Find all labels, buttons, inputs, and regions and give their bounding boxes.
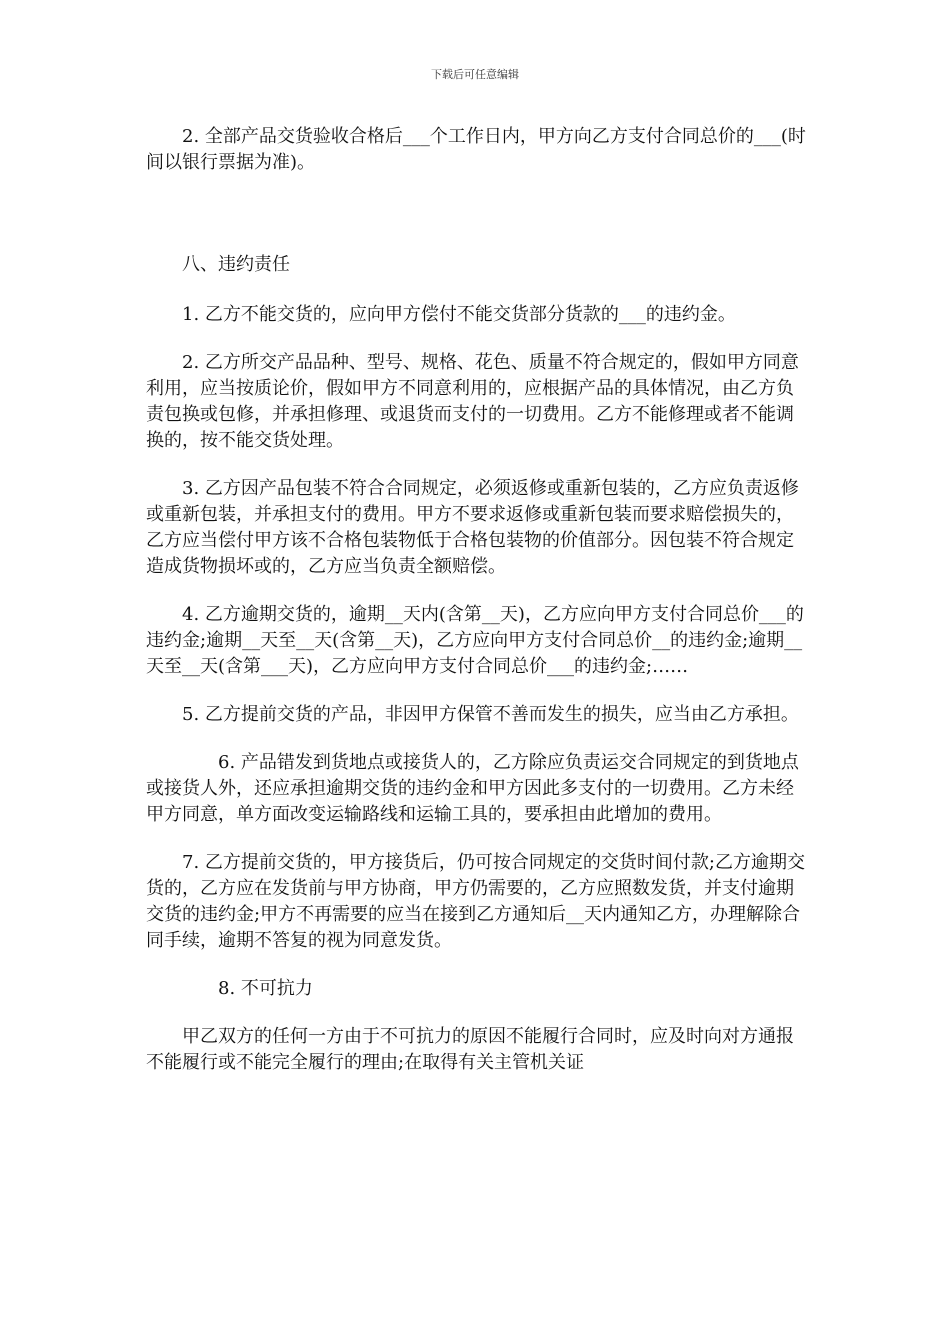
paragraph-clause-6: 6. 产品错发到货地点或接货人的，乙方除应负责运交合同规定的到货地点或接货人外，还应承担逾期交货的违约金和甲方因此多支付的一切费用。乙方未经甲方同意，单方面改变运输路线和运输工具的，要承担由此增加的费用。: [146, 752, 799, 825]
paragraph-payment-terms: 2. 全部产品交货验收合格后___个工作日内，甲方向乙方支付合同总价的___(时间以银行票据为准)。: [146, 126, 806, 173]
paragraph-force-majeure: 甲乙双方的任何一方由于不可抗力的原因不能履行合同时，应及时向对方通报不能履行或不能完全履行的理由;在取得有关主管机关证: [146, 1026, 794, 1073]
paragraph-clause-4: 4. 乙方逾期交货的，逾期__天内(含第__天)，乙方应向甲方支付合同总价___的违约金;逾期__天至__天(含第__天)，乙方应向甲方支付合同总价__的违约金;逾期__天至__天(含第___天)，乙方应向甲方支付合同总价___的违约金;……: [146, 604, 804, 677]
paragraph-clause-2: 2. 乙方所交产品品种、型号、规格、花色、质量不符合规定的，假如甲方同意利用，应当按质论价，假如甲方不同意利用的，应根据产品的具体情况，由乙方负责包换或包修，并承担修理、或退货而支付的一切费用。乙方不能修理或者不能调换的，按不能交货处理。: [146, 352, 799, 451]
paragraph-clause-3: 3. 乙方因产品包装不符合合同规定，必须返修或重新包装的，乙方应负责返修或重新包装，并承担支付的费用。甲方不要求返修或重新包装而要求赔偿损失的，乙方应当偿付甲方该不合格包装物低于合格包装物的价值部分。因包装不符合规定造成货物损坏或的，乙方应当负责全额赔偿。: [146, 478, 799, 577]
page-header: 下载后可任意编辑: [431, 68, 519, 81]
paragraph-clause-5: 5. 乙方提前交货的产品，非因甲方保管不善而发生的损失，应当由乙方承担。: [182, 704, 799, 725]
paragraph-clause-8-heading: 8. 不可抗力: [218, 978, 313, 999]
section-heading-liability: 八、违约责任: [182, 254, 290, 275]
document-body: [146, 124, 806, 1098]
paragraph-clause-1: 1. 乙方不能交货的，应向甲方偿付不能交货部分货款的___的违约金。: [182, 304, 736, 325]
paragraph-clause-7: 7. 乙方提前交货的，甲方接货后，仍可按合同规定的交货时间付款;乙方逾期交货的，乙方应在发货前与甲方协商，甲方仍需要的，乙方应照数发货，并支付逾期交货的违约金;甲方不再需要的应当在接到乙方通知后__天内通知乙方，办理解除合同手续，逾期不答复的视为同意发货。: [146, 852, 805, 951]
